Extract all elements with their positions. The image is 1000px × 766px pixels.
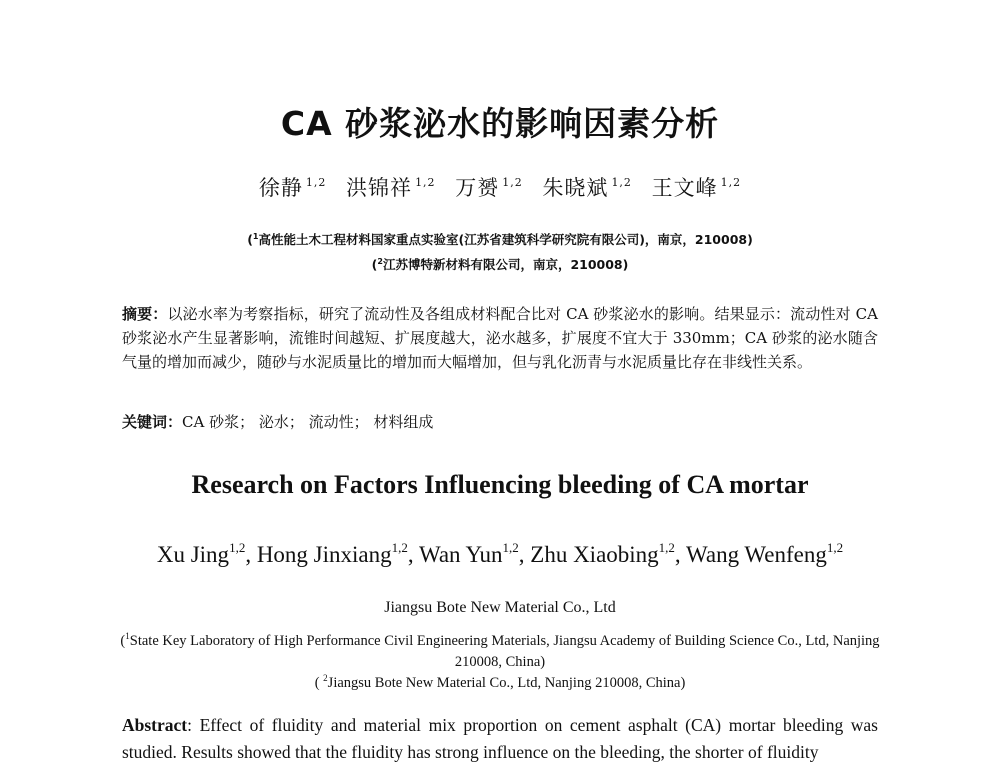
chinese-abstract-text: 以泌水率为考察指标，研究了流动性及各组成材料配合比对 CA 砂浆泌水的影响。结果显示：流动性对 CA 砂浆泌水产生显著影响，流锥时间越短、扩展度越大，泌水越多，扩展度不宜大于 330mm；CA 砂浆的泌水随含气量的增加而减少，随砂与水泥质量比的增加而大幅增加，但与乳化沥青与水泥质量比存在非线性关系。 bbox=[122, 305, 878, 371]
english-title: Research on Factors Influencing bleeding of CA mortar bbox=[191, 470, 809, 499]
english-author-list: Xu Jing$^{1,2}$, Hong Jinxiang$^{1,2}$, Wan Yun$^{1,2}$, Zhu Xiaobing$^{1,2}$, Wang Wenfeng$^{1,2}$ bbox=[156, 540, 844, 567]
chinese-title: CA 砂浆泌水的影响因素分析 bbox=[280, 104, 720, 143]
english-author: Hong Jinxiang$^{1,2}$ bbox=[256, 540, 408, 567]
english-author: Zhu Xiaobing$^{1,2}$ bbox=[530, 540, 675, 567]
chinese-author: 洪锦祥 $^{1,2}$ bbox=[346, 176, 436, 200]
english-author: Wan Yun$^{1,2}$ bbox=[418, 540, 519, 567]
english-affiliation-2: ( $^2$Jiangsu Bote New Material Co., Ltd, Nanjing 210008, China) bbox=[314, 673, 686, 691]
chinese-abstract bbox=[122, 302, 878, 374]
chinese-affiliation-2: ($^2$江苏博特新材料有限公司，南京，210008) bbox=[371, 257, 629, 272]
chinese-keywords-label: 关键词： bbox=[122, 413, 183, 431]
chinese-keywords-text: CA 砂浆； 泌水； 流动性； 材料组成 bbox=[182, 413, 434, 431]
chinese-author: 王文峰 $^{1,2}$ bbox=[651, 176, 742, 200]
chinese-affiliation-1: ($^1$高性能土木工程材料国家重点实验室(江苏省建筑科学研究院有限公司)，南京，210008) bbox=[247, 232, 753, 247]
chinese-keywords bbox=[122, 410, 878, 434]
english-abstract bbox=[122, 712, 878, 766]
chinese-abstract-label: 摘要： bbox=[122, 305, 168, 323]
english-author: Xu Jing$^{1,2}$ bbox=[156, 540, 246, 567]
english-affiliation-1: ($^1$State Key Laboratory of High Performance Civil Engineering Materials, Jiangsu Academy of Building Science Co., Ltd, Nanjing 210008, China) bbox=[120, 631, 880, 670]
english-abstract-text: : Effect of fluidity and material mix proportion on cement asphalt (CA) mortar bleeding was studied. Results showed that the fluidity has strong influence on the bleeding, the shorter of fluidity bbox=[122, 715, 878, 762]
english-author: Wang Wenfeng$^{1,2}$ bbox=[686, 540, 844, 567]
chinese-author: 万赟 $^{1,2}$ bbox=[455, 176, 523, 200]
chinese-author: 徐静 $^{1,2}$ bbox=[258, 176, 327, 200]
chinese-author-list bbox=[0, 172, 1000, 202]
english-abstract-label: Abstract bbox=[122, 715, 188, 735]
chinese-author: 朱晓斌 $^{1,2}$ bbox=[542, 176, 632, 200]
english-affiliation-main: Jiangsu Bote New Material Co., Ltd bbox=[384, 599, 616, 616]
